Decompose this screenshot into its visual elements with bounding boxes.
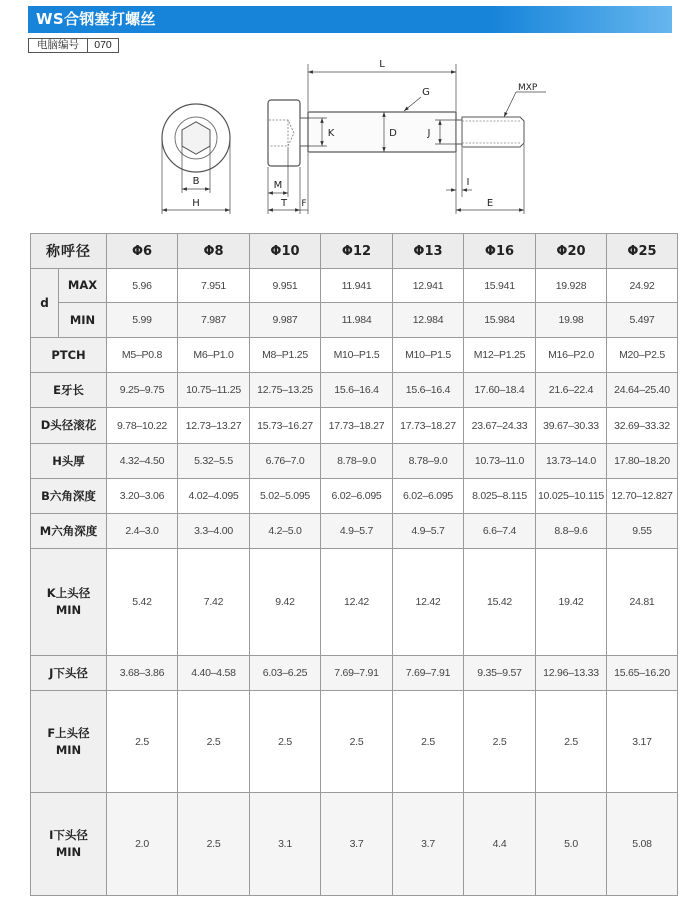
j-lower-diameter-value: 6.03–6.25 [250, 656, 321, 691]
dimension-label-k: K [327, 128, 335, 139]
d-max-value: 5.96 [107, 269, 178, 303]
f-upper-value: 2.5 [107, 691, 178, 793]
b-hex-depth-value: 8.025–8.115 [464, 479, 536, 514]
thread [462, 117, 524, 147]
d-min-value: 15.984 [464, 303, 536, 338]
size-header-phi13: Φ13 [393, 234, 464, 269]
f-upper-value: 2.5 [178, 691, 250, 793]
table-row [31, 408, 678, 444]
dimension-label-l: L [379, 59, 385, 70]
ptch-value: M12–P1.25 [464, 338, 536, 373]
screw-head [268, 100, 300, 166]
f-upper-value: 2.5 [536, 691, 607, 793]
dimension-label-g: G [422, 87, 430, 98]
i-lower-value: 3.7 [321, 793, 393, 896]
i-lower-value: 2.0 [107, 793, 178, 896]
row-label-m-hex-depth: M六角深度 [31, 514, 107, 549]
row-label-k-upper-diameter [31, 549, 107, 656]
row-label-min: MIN [59, 303, 107, 338]
b-hex-depth-value: 5.02–5.095 [250, 479, 321, 514]
table-row [31, 444, 678, 479]
h-head-thickness-value: 17.80–18.20 [607, 444, 678, 479]
d-max-value: 9.951 [250, 269, 321, 303]
ptch-value: M10–P1.5 [321, 338, 393, 373]
f-upper-value: 2.5 [464, 691, 536, 793]
row-label-ptch: PTCH [31, 338, 107, 373]
m-hex-depth-value: 4.9–5.7 [321, 514, 393, 549]
title-bar [28, 6, 672, 33]
i-lower-value: 5.0 [536, 793, 607, 896]
d-min-value: 5.497 [607, 303, 678, 338]
row-label-text: I下头径 [49, 828, 88, 842]
k-upper-diameter-value: 12.42 [393, 549, 464, 656]
b-hex-depth-value: 12.70–12.827 [607, 479, 678, 514]
h-head-thickness-value: 8.78–9.0 [393, 444, 464, 479]
h-head-thickness-value: 4.32–4.50 [107, 444, 178, 479]
e-thread-length-value: 10.75–11.25 [178, 373, 250, 408]
size-header-phi10: Φ10 [250, 234, 321, 269]
b-hex-depth-value: 3.20–3.06 [107, 479, 178, 514]
ptch-value: M16–P2.0 [536, 338, 607, 373]
d-head-knurl-value: 9.78–10.22 [107, 408, 178, 444]
table-row [31, 656, 678, 691]
row-label-text: K上头径 [46, 586, 91, 600]
d-max-value: 12.941 [393, 269, 464, 303]
j-lower-diameter-value: 3.68–3.86 [107, 656, 178, 691]
d-min-value: 7.987 [178, 303, 250, 338]
k-upper-diameter-value: 5.42 [107, 549, 178, 656]
i-lower-value: 3.7 [393, 793, 464, 896]
h-head-thickness-value: 10.73–11.0 [464, 444, 536, 479]
table-row [31, 479, 678, 514]
table-row [31, 269, 678, 303]
h-head-thickness-value: 8.78–9.0 [321, 444, 393, 479]
ptch-value: M8–P1.25 [250, 338, 321, 373]
f-upper-value: 3.17 [607, 691, 678, 793]
m-hex-depth-value: 4.2–5.0 [250, 514, 321, 549]
d-max-value: 7.951 [178, 269, 250, 303]
table-row [31, 373, 678, 408]
e-thread-length-value: 17.60–18.4 [464, 373, 536, 408]
ptch-value: M6–P1.0 [178, 338, 250, 373]
table-row [31, 338, 678, 373]
dimension-label-e: E [486, 198, 494, 209]
row-sublabel-text: MIN [55, 845, 82, 859]
dimension-i [446, 148, 472, 197]
j-lower-diameter-value: 7.69–7.91 [393, 656, 464, 691]
m-hex-depth-value: 6.6–7.4 [464, 514, 536, 549]
page-title: WS合钢塞打螺丝 [36, 10, 156, 28]
row-label-i-lower [31, 793, 107, 896]
size-header-phi25: Φ25 [607, 234, 678, 269]
i-lower-value: 3.1 [250, 793, 321, 896]
d-max-value: 11.941 [321, 269, 393, 303]
d-min-value: 19.98 [536, 303, 607, 338]
row-sublabel-text: MIN [55, 603, 82, 617]
ptch-value: M20–P2.5 [607, 338, 678, 373]
h-head-thickness-value: 5.32–5.5 [178, 444, 250, 479]
d-min-value: 11.984 [321, 303, 393, 338]
dimension-label-j: J [427, 128, 431, 139]
lower-neck-groove [456, 120, 462, 144]
e-thread-length-value: 15.6–16.4 [321, 373, 393, 408]
d-max-value: 15.941 [464, 269, 536, 303]
f-upper-value: 2.5 [393, 691, 464, 793]
d-head-knurl-value: 12.73–13.27 [178, 408, 250, 444]
j-lower-diameter-value: 12.96–13.33 [536, 656, 607, 691]
size-header-label: 称呼径 [31, 234, 107, 269]
row-label-e-thread-length: E牙长 [31, 373, 107, 408]
leader-mxp [504, 92, 546, 117]
b-hex-depth-value: 6.02–6.095 [321, 479, 393, 514]
d-head-knurl-value: 17.73–18.27 [321, 408, 393, 444]
table-row [31, 793, 678, 896]
dimension-label-b: B [192, 176, 200, 187]
dimension-label-mxp: MXP [518, 83, 538, 93]
j-lower-diameter-value: 4.40–4.58 [178, 656, 250, 691]
e-thread-length-value: 9.25–9.75 [107, 373, 178, 408]
spec-table [30, 233, 678, 896]
d-head-knurl-value: 17.73–18.27 [393, 408, 464, 444]
d-min-value: 9.987 [250, 303, 321, 338]
m-hex-depth-value: 3.3–4.00 [178, 514, 250, 549]
h-head-thickness-value: 6.76–7.0 [250, 444, 321, 479]
technical-drawing [0, 58, 681, 223]
d-head-knurl-value: 23.67–24.33 [464, 408, 536, 444]
ptch-value: M5–P0.8 [107, 338, 178, 373]
row-label-text: F上头径 [47, 725, 90, 740]
e-thread-length-value: 12.75–13.25 [250, 373, 321, 408]
dimension-l [308, 64, 456, 111]
table-header-row [31, 234, 678, 269]
b-hex-depth-value: 4.02–4.095 [178, 479, 250, 514]
dimension-label-d: D [389, 128, 397, 139]
table-row [31, 549, 678, 656]
b-hex-depth-value: 6.02–6.095 [393, 479, 464, 514]
size-header-phi20: Φ20 [536, 234, 607, 269]
d-max-value: 24.92 [607, 269, 678, 303]
e-thread-length-value: 21.6–22.4 [536, 373, 607, 408]
size-header-phi12: Φ12 [321, 234, 393, 269]
row-label-j-lower-diameter: J下头径 [31, 656, 107, 691]
row-label-d-head-knurl: D头径滚花 [31, 408, 107, 444]
leader-g [404, 97, 421, 111]
d-head-knurl-value: 15.73–16.27 [250, 408, 321, 444]
d-head-knurl-value: 39.67–30.33 [536, 408, 607, 444]
e-thread-length-value: 15.6–16.4 [393, 373, 464, 408]
row-label-max: MAX [59, 269, 107, 303]
i-lower-value: 5.08 [607, 793, 678, 896]
m-hex-depth-value: 2.4–3.0 [107, 514, 178, 549]
computer-code-label: 电脑编号 [29, 39, 88, 52]
row-label-h-head-thickness: H头厚 [31, 444, 107, 479]
row-label-d: d [31, 269, 59, 338]
m-hex-depth-value: 8.8–9.6 [536, 514, 607, 549]
size-header-phi16: Φ16 [464, 234, 536, 269]
row-label-b-hex-depth: B六角深度 [31, 479, 107, 514]
dimension-label-f: F [301, 199, 307, 209]
h-head-thickness-value: 13.73–14.0 [536, 444, 607, 479]
row-sublabel-text: MIN [55, 742, 82, 757]
table-row [31, 514, 678, 549]
d-head-knurl-value: 32.69–33.32 [607, 408, 678, 444]
computer-code-value: 070 [94, 39, 112, 51]
front-view [162, 104, 230, 172]
e-thread-length-value: 24.64–25.40 [607, 373, 678, 408]
b-hex-depth-value: 10.025–10.115 [536, 479, 607, 514]
table-row [31, 303, 678, 338]
computer-code-box [28, 38, 119, 53]
ptch-value: M10–P1.5 [393, 338, 464, 373]
k-upper-diameter-value: 24.81 [607, 549, 678, 656]
table-row [31, 691, 678, 793]
i-lower-value: 2.5 [178, 793, 250, 896]
k-upper-diameter-value: 9.42 [250, 549, 321, 656]
k-upper-diameter-value: 7.42 [178, 549, 250, 656]
dimension-label-h: H [192, 198, 200, 209]
size-header-phi6: Φ6 [107, 234, 178, 269]
m-hex-depth-value: 4.9–5.7 [393, 514, 464, 549]
j-lower-diameter-value: 7.69–7.91 [321, 656, 393, 691]
f-upper-value: 2.5 [250, 691, 321, 793]
k-upper-diameter-value: 15.42 [464, 549, 536, 656]
i-lower-value: 4.4 [464, 793, 536, 896]
row-label-f-upper [31, 691, 107, 793]
size-header-phi8: Φ8 [178, 234, 250, 269]
dimension-label-t: T [280, 198, 288, 209]
dimension-label-m: M [273, 180, 283, 191]
d-max-value: 19.928 [536, 269, 607, 303]
dimension-label-i: I [466, 177, 470, 188]
f-upper-value: 2.5 [321, 691, 393, 793]
k-upper-diameter-value: 19.42 [536, 549, 607, 656]
upper-neck-groove [300, 118, 308, 146]
j-lower-diameter-value: 9.35–9.57 [464, 656, 536, 691]
j-lower-diameter-value: 15.65–16.20 [607, 656, 678, 691]
m-hex-depth-value: 9.55 [607, 514, 678, 549]
d-min-value: 5.99 [107, 303, 178, 338]
k-upper-diameter-value: 12.42 [321, 549, 393, 656]
d-min-value: 12.984 [393, 303, 464, 338]
